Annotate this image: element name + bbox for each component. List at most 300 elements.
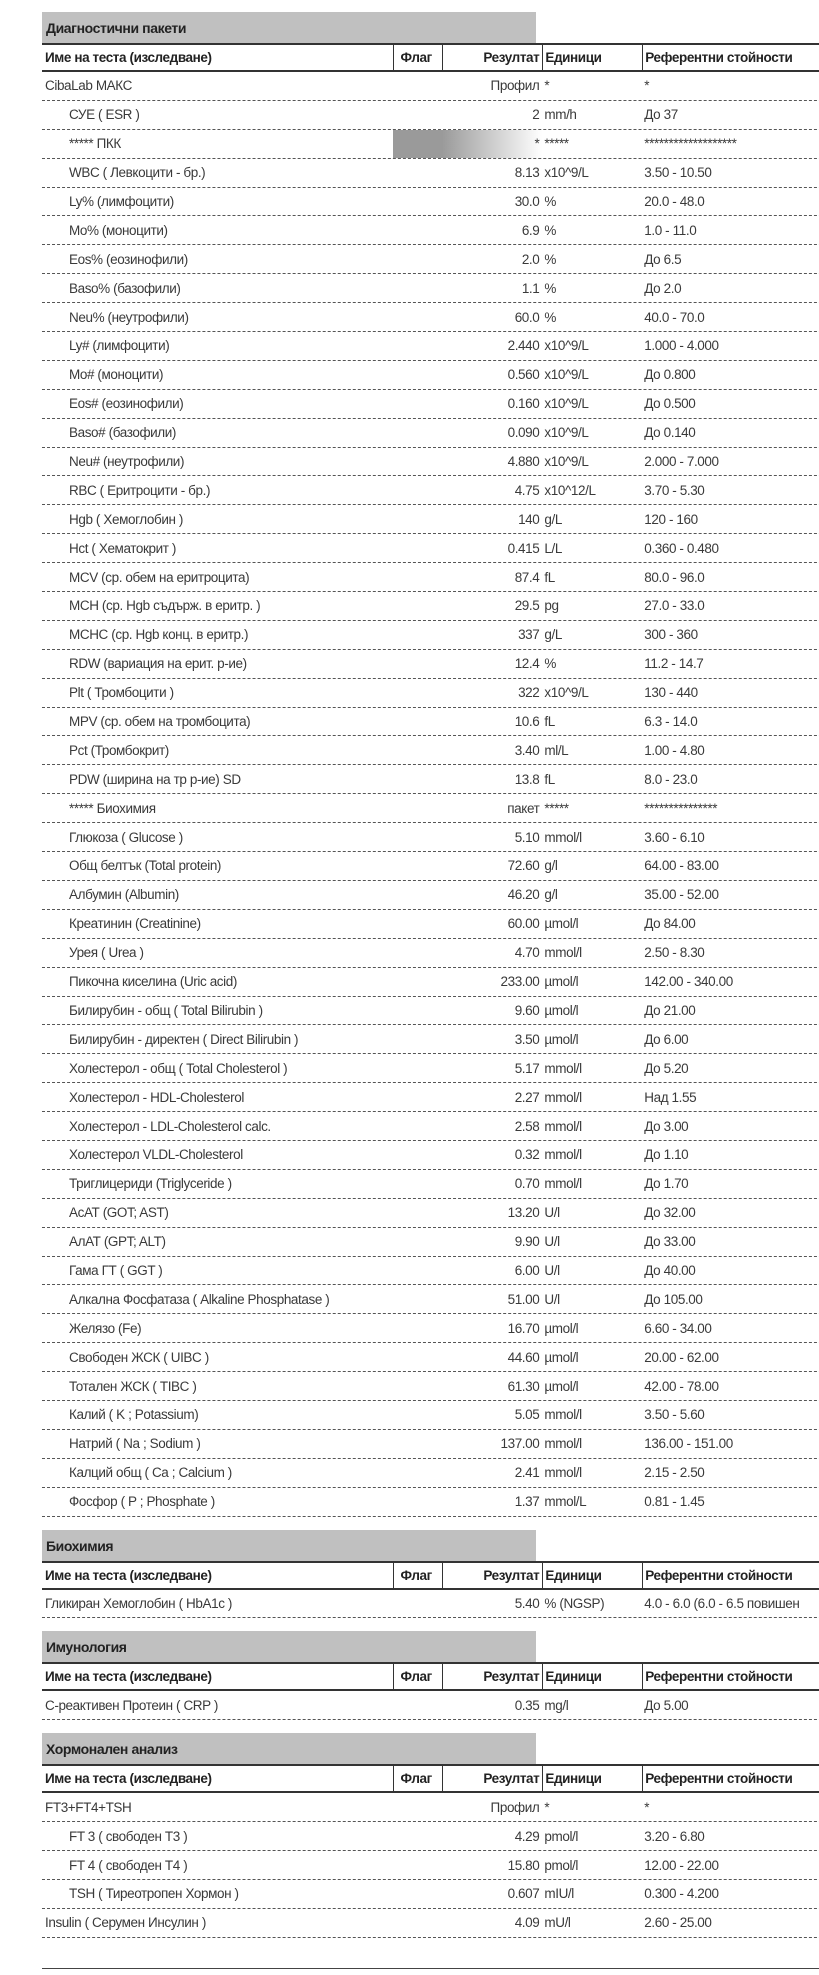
header-result: Резултат	[442, 1766, 543, 1791]
test-result: 29.5	[514, 598, 540, 614]
table-row	[42, 1141, 819, 1170]
header-flag: Флаг	[393, 1563, 442, 1588]
test-name: Албумин (Albumin)	[69, 887, 179, 903]
test-name: MCV (ср. обем на еритроцита)	[69, 569, 250, 585]
test-result: 3.40	[514, 742, 540, 758]
test-flag	[393, 1257, 442, 1285]
section-title: Диагностични пакети	[42, 12, 536, 43]
test-reference: 0.300 - 4.200	[644, 1886, 719, 1902]
test-flag	[393, 101, 442, 129]
test-flag	[393, 1793, 442, 1821]
test-flag	[393, 534, 442, 562]
test-flag	[393, 72, 442, 100]
test-flag	[393, 216, 442, 244]
test-units: x10^9/L	[544, 338, 589, 354]
test-reference: *	[644, 1799, 650, 1815]
test-flag	[393, 679, 442, 707]
table-row	[42, 765, 819, 794]
test-reference: 142.00 - 340.00	[644, 974, 733, 990]
test-flag	[393, 997, 442, 1025]
test-flag	[393, 1401, 442, 1429]
test-result: 2.27	[514, 1089, 540, 1105]
test-reference: До 40.00	[644, 1262, 696, 1278]
test-flag	[393, 939, 442, 967]
test-units: %	[544, 309, 556, 325]
test-result: 9.90	[514, 1234, 540, 1250]
test-reference: До 0.500	[644, 396, 696, 412]
test-flag	[393, 1054, 442, 1082]
table-row	[42, 1488, 819, 1517]
test-units: x10^9/L	[544, 454, 589, 470]
header-result: Резултат	[442, 1563, 543, 1588]
test-result: 60.0	[514, 309, 540, 325]
test-units: mg/l	[544, 1697, 569, 1713]
test-flag	[393, 1909, 442, 1937]
test-flag	[393, 419, 442, 447]
table-row	[42, 332, 819, 361]
test-result: *	[442, 130, 543, 158]
test-units: µmol/l	[544, 916, 579, 932]
test-result: 6.9	[521, 222, 540, 238]
header-units: Единици	[542, 1766, 642, 1791]
test-result: 5.10	[514, 829, 540, 845]
test-reference: Над 1.55	[644, 1089, 697, 1105]
test-reference: 2.000 - 7.000	[644, 454, 719, 470]
test-name: WBC ( Левкоцити - бр.)	[69, 165, 206, 181]
test-flag	[393, 823, 442, 851]
test-result: 4.75	[514, 482, 540, 498]
test-units: U/l	[544, 1262, 560, 1278]
test-name: Креатинин (Creatinine)	[69, 916, 201, 932]
test-units: mmol/l	[544, 945, 582, 961]
test-units: g/l	[544, 887, 558, 903]
test-reference: 27.0 - 33.0	[644, 598, 705, 614]
test-units: mm/h	[544, 107, 577, 123]
test-units: U/l	[544, 1234, 560, 1250]
table-row	[42, 1372, 819, 1401]
test-reference: До 105.00	[644, 1291, 703, 1307]
test-result: 4.29	[514, 1828, 540, 1844]
test-units: g/L	[544, 511, 562, 527]
test-reference: 3.70 - 5.30	[644, 482, 705, 498]
test-reference: До 0.140	[644, 425, 696, 441]
test-flag	[393, 1372, 442, 1400]
test-units: L/L	[544, 540, 562, 556]
table-header-row	[42, 1662, 819, 1691]
test-name: СУЕ ( ESR )	[69, 107, 140, 123]
test-units: *	[544, 78, 550, 94]
test-name: Триглицериди (Triglyceride )	[69, 1176, 232, 1192]
test-name: Ly# (лимфоцити)	[69, 338, 170, 354]
section-title: Имунология	[42, 1631, 536, 1662]
test-flag	[393, 332, 442, 360]
test-units: *****	[544, 800, 569, 816]
test-reference: До 32.00	[644, 1205, 696, 1221]
test-result: 13.8	[514, 771, 540, 787]
test-name: Neu# (неутрофили)	[69, 454, 185, 470]
header-name: Име на теста (изследване)	[45, 1567, 212, 1583]
test-name: Eos# (еозинофили)	[69, 396, 184, 412]
test-units: U/l	[544, 1205, 560, 1221]
test-flag	[393, 159, 442, 187]
test-result: 15.80	[507, 1857, 540, 1873]
header-name: Име на теста (изследване)	[45, 1669, 212, 1685]
table-row	[42, 650, 819, 679]
test-flag	[393, 188, 442, 216]
table-row	[42, 1343, 819, 1372]
test-name: Урея ( Urea )	[69, 945, 144, 961]
test-result: 1.37	[514, 1494, 540, 1510]
test-flag	[393, 650, 442, 678]
test-name: Общ белтък (Total protein)	[69, 858, 222, 874]
test-name: Baso# (базофили)	[69, 425, 177, 441]
test-reference: До 6.5	[644, 251, 682, 267]
test-result: 0.160	[507, 396, 540, 412]
test-units: mmol/l	[544, 1407, 582, 1423]
test-result: 140	[518, 511, 540, 527]
test-result: 0.32	[514, 1147, 540, 1163]
test-flag	[393, 390, 442, 418]
table-row	[42, 419, 819, 448]
test-result: 0.607	[507, 1886, 540, 1902]
test-flag	[393, 1488, 442, 1516]
test-flag	[393, 881, 442, 909]
table-header-row	[42, 1764, 819, 1793]
test-result: 0.35	[514, 1697, 540, 1713]
test-units: µmol/l	[544, 974, 579, 990]
test-flag	[393, 968, 442, 996]
test-reference: До 1.10	[644, 1147, 689, 1163]
test-name: MCHC (ср. Hgb конц. в еритр.)	[69, 627, 249, 643]
table-row	[42, 534, 819, 563]
section-title: Хормонален анализ	[42, 1733, 536, 1764]
test-flag	[393, 1314, 442, 1342]
test-units: mmol/l	[544, 1436, 582, 1452]
header-result: Резултат	[442, 45, 543, 70]
test-name: Холестерол - общ ( Total Cholesterol )	[69, 1060, 288, 1076]
test-units: x10^9/L	[544, 367, 589, 383]
table-row	[42, 1691, 819, 1720]
test-result: 10.6	[514, 714, 540, 730]
test-flag	[393, 910, 442, 938]
header-units: Единици	[542, 1563, 642, 1588]
test-reference: До 2.0	[644, 280, 682, 296]
table-row	[42, 1430, 819, 1459]
test-flag	[393, 505, 442, 533]
test-units: µmol/l	[544, 1002, 579, 1018]
bottom-divider	[42, 1968, 819, 1969]
table-row	[42, 448, 819, 477]
test-name: PDW (ширина на тр р-ие) SD	[69, 771, 241, 787]
table-row	[42, 708, 819, 737]
test-result: 4.09	[514, 1915, 540, 1931]
test-name: Mo# (моноцити)	[69, 367, 164, 383]
test-flag	[393, 1285, 442, 1313]
table-row	[42, 188, 819, 217]
test-units: mmol/l	[544, 1060, 582, 1076]
test-result: 137.00	[500, 1436, 540, 1452]
test-units: x10^12/L	[544, 482, 596, 498]
test-flag	[393, 1430, 442, 1458]
test-units: %	[544, 656, 556, 672]
test-reference: 2.50 - 8.30	[644, 945, 705, 961]
test-name: Холестерол - LDL-Cholesterol calc.	[69, 1118, 271, 1134]
test-units: mmol/L	[544, 1494, 587, 1510]
test-reference: 64.00 - 83.00	[644, 858, 719, 874]
lab-results-report	[42, 12, 819, 1951]
test-flag	[393, 1112, 442, 1140]
header-flag: Флаг	[393, 45, 442, 70]
test-reference: 2.15 - 2.50	[644, 1465, 705, 1481]
test-units: %	[544, 222, 556, 238]
test-reference: 1.000 - 4.000	[644, 338, 719, 354]
test-name: RBC ( Еритроцити - бр.)	[69, 482, 211, 498]
test-name: Neu% (неутрофили)	[69, 309, 189, 325]
test-units: x10^9/L	[544, 396, 589, 412]
test-flag	[393, 563, 442, 591]
test-flag	[393, 1343, 442, 1371]
test-flag	[393, 448, 442, 476]
table-row	[42, 101, 819, 130]
test-reference: *	[644, 78, 650, 94]
test-flag	[393, 765, 442, 793]
test-reference: До 5.00	[644, 1697, 689, 1713]
test-result: 46.20	[507, 887, 540, 903]
test-flag	[393, 1170, 442, 1198]
header-reference: Референтни стойности	[642, 1563, 819, 1588]
test-flag	[393, 794, 442, 822]
test-result: пакет	[507, 800, 540, 816]
test-flag	[393, 852, 442, 880]
table-row	[42, 216, 819, 245]
test-name: MPV (ср. обем на тромбоцита)	[69, 714, 251, 730]
test-name: Hgb ( Хемоглобин )	[69, 511, 184, 527]
test-flag	[393, 361, 442, 389]
test-units: g/l	[544, 858, 558, 874]
table-row	[42, 245, 819, 274]
test-name: Калций общ ( Ca ; Calcium )	[69, 1465, 232, 1481]
test-reference: 4.0 - 6.0 (6.0 - 6.5 повишен	[644, 1595, 800, 1611]
table-row	[42, 679, 819, 708]
test-name: RDW (вариация на ерит. р-ие)	[69, 656, 247, 672]
table-row	[42, 390, 819, 419]
table-row	[42, 1170, 819, 1199]
test-result: 60.00	[507, 916, 540, 932]
test-reference: 12.00 - 22.00	[644, 1857, 719, 1873]
test-result: 2	[532, 107, 540, 123]
results-section	[42, 12, 819, 1517]
test-reference: *******************	[644, 136, 737, 152]
header-flag: Флаг	[393, 1766, 442, 1791]
test-reference: 11.2 - 14.7	[644, 656, 704, 672]
header-reference: Референтни стойности	[642, 1664, 819, 1689]
table-row	[42, 159, 819, 188]
test-units: x10^9/L	[544, 685, 589, 701]
test-flag	[393, 592, 442, 620]
test-units: mmol/l	[544, 829, 582, 845]
table-row	[42, 303, 819, 332]
test-flag	[393, 1880, 442, 1908]
test-result: 16.70	[507, 1320, 540, 1336]
table-row	[42, 621, 819, 650]
table-row	[42, 1459, 819, 1488]
table-header-row	[42, 1561, 819, 1590]
test-reference: 3.20 - 6.80	[644, 1828, 705, 1844]
header-reference: Референтни стойности	[642, 45, 819, 70]
test-reference: 1.00 - 4.80	[644, 742, 705, 758]
table-row	[42, 968, 819, 997]
table-row	[42, 823, 819, 852]
table-row	[42, 939, 819, 968]
table-row	[42, 1851, 819, 1880]
test-reference: До 6.00	[644, 1031, 689, 1047]
table-row	[42, 1025, 819, 1054]
test-name: Eos% (еозинофили)	[69, 251, 188, 267]
test-result: 5.05	[514, 1407, 540, 1423]
test-result: 5.40	[514, 1595, 540, 1611]
test-reference: До 84.00	[644, 916, 696, 932]
test-name: Калий ( K ; Potassium)	[69, 1407, 199, 1423]
header-flag: Флаг	[393, 1664, 442, 1689]
test-result: 233.00	[500, 974, 540, 990]
table-row	[42, 1257, 819, 1286]
test-result: Профил	[490, 78, 540, 94]
test-flag	[393, 1199, 442, 1227]
test-flag	[393, 1025, 442, 1053]
test-name: FT 4 ( свободен Т4 )	[69, 1857, 188, 1873]
table-row	[42, 505, 819, 534]
test-result: 44.60	[507, 1349, 540, 1365]
test-units: x10^9/L	[544, 165, 589, 181]
test-result: 2.0	[521, 251, 540, 267]
test-units: mmol/l	[544, 1147, 582, 1163]
test-units: µmol/l	[544, 1320, 579, 1336]
test-name: С-реактивен Протеин ( CRP )	[45, 1697, 218, 1713]
test-result: 337	[518, 627, 540, 643]
test-name: Желязо (Fe)	[69, 1320, 142, 1336]
table-row	[42, 1822, 819, 1851]
test-reference: 8.0 - 23.0	[644, 771, 698, 787]
section-title: Биохимия	[42, 1530, 536, 1561]
table-row	[42, 274, 819, 303]
test-name: АлАТ (GPT; ALT)	[69, 1234, 166, 1250]
table-row	[42, 476, 819, 505]
test-flag	[393, 274, 442, 302]
test-units: %	[544, 280, 556, 296]
test-units: mU/l	[544, 1915, 571, 1931]
test-reference: 136.00 - 151.00	[644, 1436, 733, 1452]
test-reference: 20.00 - 62.00	[644, 1349, 719, 1365]
test-reference: 3.50 - 5.60	[644, 1407, 705, 1423]
test-name: Натрий ( Na ; Sodium )	[69, 1436, 201, 1452]
results-section	[42, 1631, 819, 1720]
test-result: 4.880	[507, 454, 540, 470]
table-row	[42, 997, 819, 1026]
test-units: g/L	[544, 627, 562, 643]
table-row	[42, 1909, 819, 1938]
test-result: 5.17	[514, 1060, 540, 1076]
test-name: FT3+FT4+TSH	[45, 1799, 132, 1815]
test-reference: 2.60 - 25.00	[644, 1915, 712, 1931]
test-name: Mo% (моноцити)	[69, 222, 168, 238]
test-result: Профил	[490, 1799, 540, 1815]
test-name: Пикочна киселина (Uric acid)	[69, 974, 237, 990]
test-name: Холестерол - HDL-Cholesterol	[69, 1089, 244, 1105]
test-name: Холестерол VLDL-Cholesterol	[69, 1147, 243, 1163]
test-result: 322	[518, 685, 540, 701]
test-reference: 42.00 - 78.00	[644, 1378, 719, 1394]
test-result: 13.20	[507, 1205, 540, 1221]
test-result: 51.00	[507, 1291, 540, 1307]
test-reference: 1.0 - 11.0	[644, 222, 697, 238]
test-units: %	[544, 251, 556, 267]
test-reference: 20.0 - 48.0	[644, 194, 705, 209]
test-name: ***** ПКК	[69, 136, 121, 152]
test-units: U/l	[544, 1291, 560, 1307]
test-reference: 3.60 - 6.10	[644, 829, 705, 845]
test-flag	[393, 245, 442, 273]
test-units: fL	[544, 569, 555, 585]
test-name: АсАТ (GOT; AST)	[69, 1205, 169, 1221]
test-units: fL	[544, 714, 555, 730]
test-units: mmol/l	[544, 1118, 582, 1134]
test-units: %	[544, 194, 556, 209]
test-reference: 6.3 - 14.0	[644, 714, 698, 730]
test-reference: 40.0 - 70.0	[644, 309, 705, 325]
test-flag	[393, 130, 442, 158]
test-units: mIU/l	[544, 1886, 574, 1902]
table-header-row	[42, 43, 819, 72]
results-section	[42, 1733, 819, 1937]
test-result: 6.00	[514, 1262, 540, 1278]
table-row	[42, 1880, 819, 1909]
test-flag	[393, 621, 442, 649]
table-row	[42, 881, 819, 910]
test-result: 4.70	[514, 945, 540, 961]
table-row	[42, 1793, 819, 1822]
test-reference: 0.360 - 0.480	[644, 540, 719, 556]
test-reference: 300 - 360	[644, 627, 698, 643]
test-flag	[393, 1459, 442, 1487]
table-row	[42, 736, 819, 765]
header-result: Резултат	[442, 1664, 543, 1689]
test-result: 61.30	[507, 1378, 540, 1394]
table-row	[42, 1112, 819, 1141]
test-units: % (NGSP)	[544, 1595, 605, 1611]
test-name: Фосфор ( P ; Phosphate )	[69, 1494, 215, 1510]
table-row	[42, 1199, 819, 1228]
test-result: 9.60	[514, 1002, 540, 1018]
test-name: ***** Биохимия	[69, 800, 156, 816]
test-result: 87.4	[514, 569, 540, 585]
table-row	[42, 794, 819, 823]
test-name: Ly% (лимфоцити)	[69, 194, 174, 209]
test-reference: До 21.00	[644, 1002, 696, 1018]
test-name: TSH ( Тиреотропен Хормон )	[69, 1886, 239, 1902]
test-flag	[393, 303, 442, 331]
table-row	[42, 130, 819, 159]
test-units: µmol/l	[544, 1378, 579, 1394]
test-reference: 3.50 - 10.50	[644, 165, 712, 181]
table-row	[42, 1083, 819, 1112]
table-row	[42, 361, 819, 390]
table-row	[42, 1285, 819, 1314]
test-name: Hct ( Хематокрит )	[69, 540, 176, 556]
test-units: *****	[544, 136, 569, 152]
table-row	[42, 1314, 819, 1343]
test-name: Билирубин - директен ( Direct Bilirubin )	[69, 1031, 299, 1047]
test-units: pmol/l	[544, 1857, 579, 1873]
